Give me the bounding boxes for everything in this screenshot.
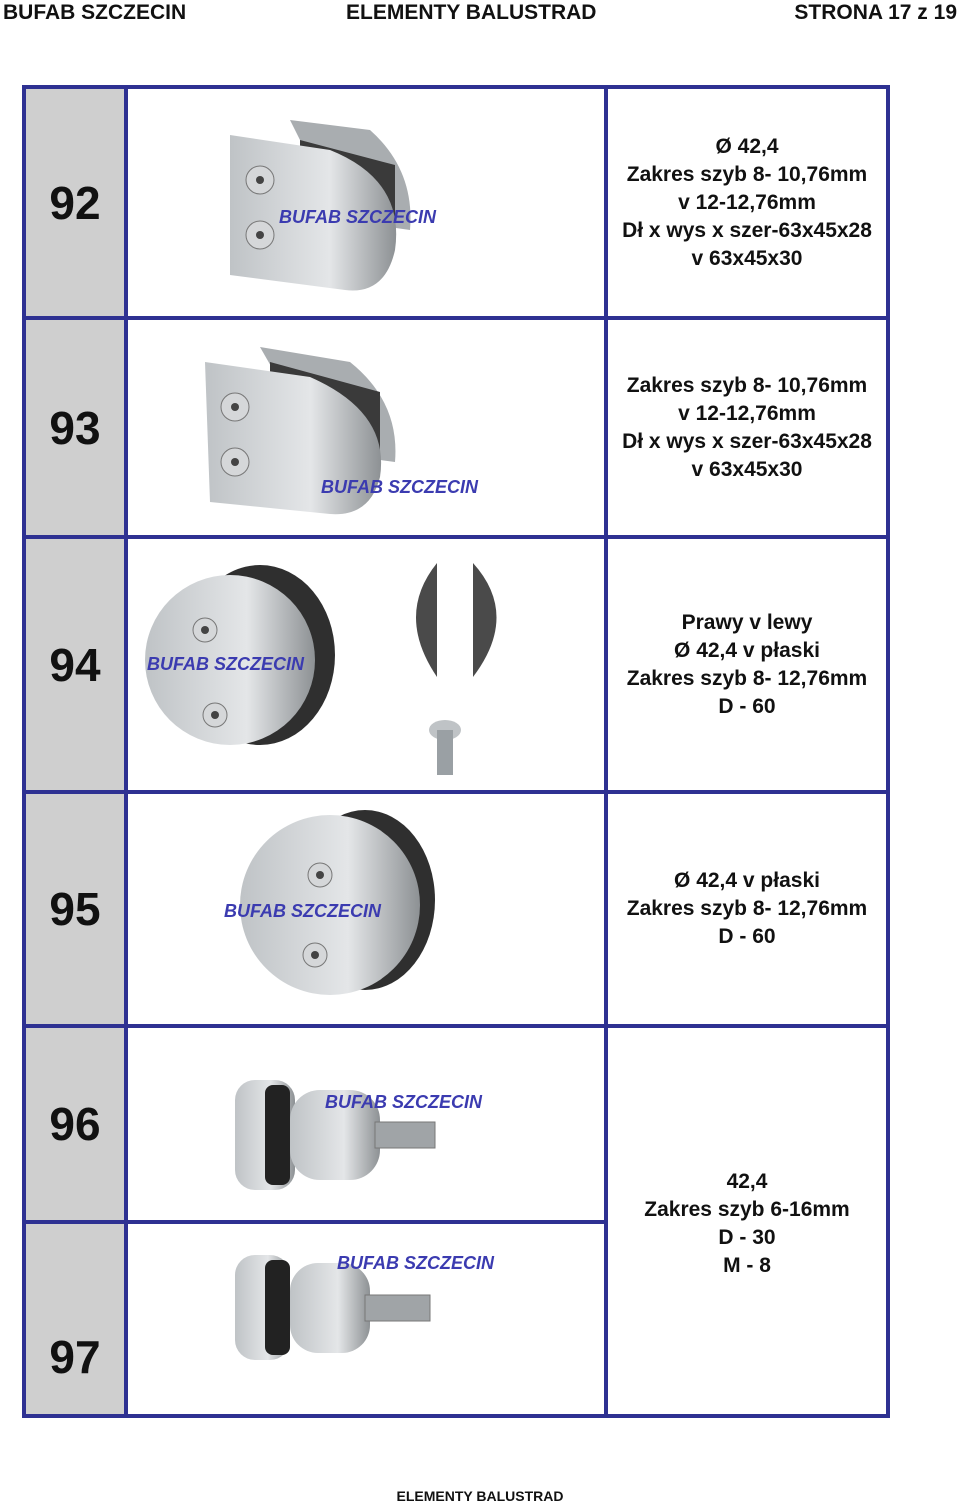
- header-page-number: STRONA 17 z 19: [794, 1, 957, 24]
- desc-line: v 63x45x30: [691, 246, 803, 270]
- watermark: BUFAB SZCZECIN: [224, 901, 381, 921]
- header-company: BUFAB SZCZECIN: [3, 1, 187, 24]
- product-image-92-glass-clamp: [220, 110, 435, 300]
- desc-line: Dł x wys x szer-63x45x28: [622, 218, 872, 242]
- watermark: BUFAB SZCZECIN: [147, 654, 304, 674]
- row-divider: [26, 316, 886, 320]
- watermark: BUFAB SZCZECIN: [279, 207, 436, 227]
- watermark: BUFAB SZCZECIN: [325, 1092, 482, 1112]
- desc-line: Zakres szyb 6-16mm: [644, 1198, 850, 1221]
- desc-line: Ø 42,4 v płaski: [674, 869, 820, 892]
- footer-title: ELEMENTY BALUSTRAD: [396, 1488, 564, 1504]
- desc-line: D - 30: [718, 1226, 776, 1249]
- product-image-96-point-fitting: [225, 1070, 445, 1200]
- desc-line: v 63x45x30: [691, 458, 803, 481]
- product-image-94-rubber-inserts-and-screw: [395, 555, 525, 785]
- header-title: ELEMENTY BALUSTRAD: [346, 1, 597, 24]
- row-divider: [26, 790, 886, 794]
- column-divider: [604, 89, 608, 1414]
- desc-line: Zakres szyb 8- 10,76mm: [626, 374, 868, 397]
- row-divider: [26, 1220, 608, 1224]
- row-number-96: 96: [26, 1028, 124, 1220]
- desc-line: Zakres szyb 8- 12,76mm: [626, 897, 868, 920]
- desc-line: D - 60: [718, 925, 776, 948]
- desc-line: Ø 42,4 v płaski: [674, 638, 820, 662]
- column-divider: [124, 89, 128, 1414]
- description-92: [608, 89, 886, 316]
- description-93: [608, 320, 886, 535]
- desc-line: M - 8: [723, 1254, 771, 1277]
- row-number-93: 93: [26, 320, 124, 535]
- desc-line: Prawy v lewy: [681, 610, 813, 634]
- product-image-95-round-clamp: [235, 800, 445, 1000]
- row-number-95: 95: [26, 794, 124, 1024]
- description-95: [608, 794, 886, 1024]
- desc-line: Zakres szyb 8- 10,76mm: [626, 162, 868, 186]
- description-96-97: [608, 1028, 886, 1414]
- watermark: BUFAB SZCZECIN: [321, 477, 478, 497]
- desc-line: v 12-12,76mm: [678, 190, 816, 214]
- description-94: [608, 539, 886, 790]
- desc-line: Zakres szyb 8- 12,76mm: [626, 666, 868, 690]
- desc-line: Ø 42,4: [715, 134, 779, 158]
- desc-line: D - 60: [718, 694, 776, 718]
- watermark: BUFAB SZCZECIN: [337, 1253, 494, 1273]
- row-divider: [26, 1024, 886, 1028]
- row-number-94: 94: [26, 539, 124, 790]
- desc-line: Dł x wys x szer-63x45x28: [622, 430, 872, 453]
- row-divider: [26, 535, 886, 539]
- row-number-97: 97: [26, 1224, 124, 1414]
- desc-line: 42,4: [726, 1170, 768, 1193]
- desc-line: v 12-12,76mm: [678, 402, 816, 425]
- row-number-92: 92: [26, 89, 124, 316]
